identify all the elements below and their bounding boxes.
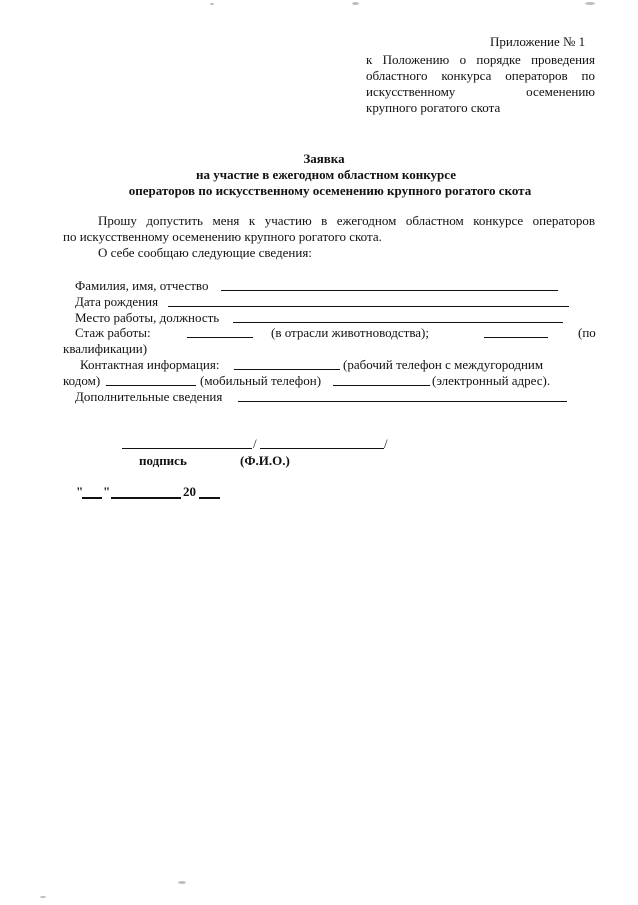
- date-quote-open: ": [76, 484, 84, 499]
- mobile-phone-note: (мобильный телефон): [200, 373, 322, 388]
- email-field[interactable]: [333, 385, 430, 386]
- signature-separator: /: [384, 436, 388, 451]
- experience-qualification-field[interactable]: [484, 337, 548, 338]
- document-title: Заявка: [303, 151, 345, 166]
- request-text: по искусственному осеменению крупного рогатого скота.: [63, 229, 382, 244]
- signature-label: подпись: [139, 453, 187, 468]
- experience-label: Стаж работы:: [75, 325, 151, 340]
- date-year-field[interactable]: [199, 497, 220, 499]
- code-label: кодом): [63, 373, 101, 388]
- experience-livestock-field[interactable]: [187, 337, 253, 338]
- mobile-phone-field[interactable]: [106, 385, 196, 386]
- contact-label: Контактная информация:: [80, 357, 220, 372]
- name-label: (Ф.И.О.): [240, 453, 290, 468]
- appendix-ref-line: к Положению о порядке проведения: [366, 52, 595, 67]
- appendix-ref-line: искусственному осеменению: [366, 84, 595, 99]
- date-month-field[interactable]: [111, 497, 181, 499]
- appendix-ref-line: областного конкурса операторов по: [366, 68, 595, 83]
- signature-name-field[interactable]: [260, 448, 384, 449]
- document-subtitle: операторов по искусственному осеменению крупного рогатого скота: [128, 183, 532, 198]
- work-phone-field[interactable]: [234, 369, 340, 370]
- workplace-field[interactable]: [233, 322, 563, 323]
- work-phone-note: (рабочий телефон с междугородним: [343, 357, 544, 372]
- scan-speck: [178, 881, 186, 884]
- workplace-label: Место работы, должность: [75, 310, 220, 325]
- document-subtitle: на участие в ежегодном областном конкурсе: [196, 167, 456, 182]
- scan-speck: [352, 2, 359, 5]
- birth-date-label: Дата рождения: [75, 294, 159, 309]
- signature-field[interactable]: [122, 448, 252, 449]
- scan-speck: [585, 2, 595, 5]
- email-note: (электронный адрес).: [432, 373, 551, 388]
- experience-livestock-note: (в отрасли животноводства);: [271, 325, 429, 340]
- additional-info-label: Дополнительные сведения: [75, 389, 223, 404]
- request-text: Прошу допустить меня к участию в ежегодном областном конкурсе операторов: [98, 213, 595, 228]
- experience-qualification-note: (по: [578, 325, 596, 340]
- full-name-field[interactable]: [221, 290, 558, 291]
- signature-separator: /: [253, 436, 257, 451]
- date-quote-close: ": [103, 484, 111, 499]
- date-day-field[interactable]: [82, 497, 102, 499]
- full-name-label: Фамилия, имя, отчество: [75, 278, 209, 293]
- appendix-title: Приложение № 1: [490, 34, 586, 49]
- additional-info-field[interactable]: [238, 401, 567, 402]
- scan-speck: [40, 896, 46, 898]
- birth-date-field[interactable]: [168, 306, 569, 307]
- date-year-prefix: 20: [183, 484, 196, 499]
- appendix-ref-line: крупного рогатого скота: [366, 100, 501, 115]
- scan-speck: [210, 3, 214, 5]
- experience-qualification-note: квалификации): [63, 341, 148, 356]
- info-intro-text: О себе сообщаю следующие сведения:: [98, 245, 312, 260]
